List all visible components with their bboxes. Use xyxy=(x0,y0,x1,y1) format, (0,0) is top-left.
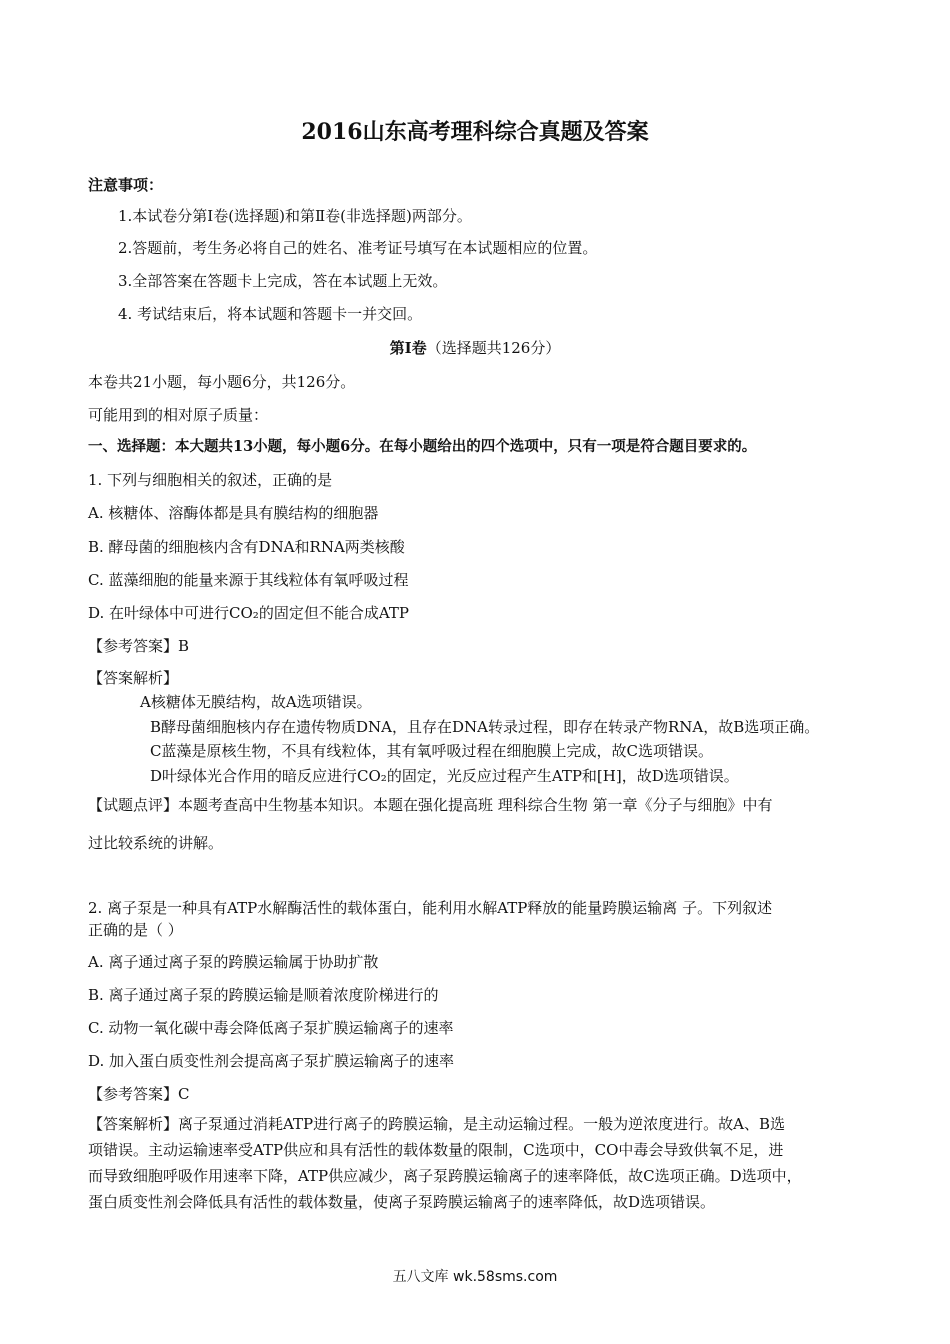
question-2-option-b: B. 离子通过离子泵的跨膜运输是顺着浓度阶梯进行的 xyxy=(88,986,439,1004)
page-title: 2016山东高考理科综合真题及答案 xyxy=(301,119,649,145)
question-1-comment-cont: 过比较系统的讲解。 xyxy=(88,834,224,852)
question-2-stem: 2. 离子泵是一种具有ATP水解酶活性的载体蛋白，能利用水解ATP释放的能量跨膜运输离 子。下列叙述 xyxy=(88,899,773,917)
notice-item: 1.本试卷分第Ⅰ卷(选择题)和第Ⅱ卷(非选择题)两部分。 xyxy=(118,207,472,225)
question-1-option-a: A. 核糖体、溶酶体都是具有膜结构的细胞器 xyxy=(88,504,379,522)
question-2-option-d: D. 加入蛋白质变性剂会提高离子泵扩膜运输离子的速率 xyxy=(88,1052,455,1070)
question-2-analysis-line: 而导致细胞呼吸作用速率下降，ATP供应减少，离子泵跨膜运输离子的速率降低，故C选项正确。D选项中， xyxy=(88,1167,802,1185)
notice-heading: 注意事项： xyxy=(88,176,164,194)
question-1-analysis-a: A核糖体无膜结构，故A选项错误。 xyxy=(140,693,372,711)
notice-item: 4. 考试结束后，将本试题和答题卡一并交回。 xyxy=(118,305,423,323)
notice-item: 2.答题前，考生务必将自己的姓名、准考证号填写在本试题相应的位置。 xyxy=(118,239,598,257)
question-1-option-d: D. 在叶绿体中可进行CO₂的固定但不能合成ATP xyxy=(88,604,409,622)
question-2-option-c: C. 动物一氧化碳中毒会降低离子泵扩膜运输离子的速率 xyxy=(88,1019,454,1037)
question-1-stem: 1. 下列与细胞相关的叙述，正确的是 xyxy=(88,471,333,489)
question-2-stem-cont: 正确的是（ ） xyxy=(88,921,183,939)
part1-heading-rest: （选择题共126分） xyxy=(426,339,561,357)
footer-watermark: 五八文库 wk.58sms.com xyxy=(392,1269,558,1285)
section-heading: 一、选择题：本大题共13小题，每小题6分。在每小题给出的四个选项中，只有一项是符合题目要求的。 xyxy=(88,438,757,455)
part1-heading xyxy=(0,338,950,358)
question-2-analysis-line: 项错误。主动运输速率受ATP供应和具有活性的载体数量的限制，C选项中，CO中毒会导致供氧不足，进 xyxy=(88,1141,784,1159)
question-1-analysis-d: D叶绿体光合作用的暗反应进行CO₂的固定，光反应过程产生ATP和[H]，故D选项错误。 xyxy=(150,767,739,785)
question-2-answer: 【参考答案】C xyxy=(88,1085,190,1103)
question-2-analysis-line: 【答案解析】离子泵通过消耗ATP进行离子的跨膜运输，是主动运输过程。一般为逆浓度进行。故A、B选 xyxy=(88,1115,785,1133)
part1-heading-bold: 第Ⅰ卷 xyxy=(389,339,427,357)
question-1-option-c: C. 蓝藻细胞的能量来源于其线粒体有氧呼吸过程 xyxy=(88,571,409,589)
question-2-analysis-line: 蛋白质变性剂会降低具有活性的载体数量，使离子泵跨膜运输离子的速率降低，故D选项错误。 xyxy=(88,1193,716,1211)
question-1-answer: 【参考答案】B xyxy=(88,637,190,655)
atomic-mass-line: 可能用到的相对原子质量： xyxy=(88,406,269,424)
part1-intro: 本卷共21小题，每小题6分，共126分。 xyxy=(88,373,356,391)
question-1-comment: 【试题点评】本题考查高中生物基本知识。本题在强化提高班 理科综合生物 第一章《分子与细胞》中有 xyxy=(88,796,773,814)
notice-item: 3.全部答案在答题卡上完成，答在本试题上无效。 xyxy=(118,272,448,290)
question-1-analysis-label: 【答案解析】 xyxy=(88,669,179,687)
question-1-analysis-c: C蓝藻是原核生物，不具有线粒体，其有氧呼吸过程在细胞膜上完成，故C选项错误。 xyxy=(150,742,713,760)
question-1-analysis-b: B酵母菌细胞核内存在遗传物质DNA，且存在DNA转录过程，即存在转录产物RNA，故B选项正确。 xyxy=(150,718,820,736)
question-2-option-a: A. 离子通过离子泵的跨膜运输属于协助扩散 xyxy=(88,953,379,971)
question-1-option-b: B. 酵母菌的细胞核内含有DNA和RNA两类核酸 xyxy=(88,538,405,556)
